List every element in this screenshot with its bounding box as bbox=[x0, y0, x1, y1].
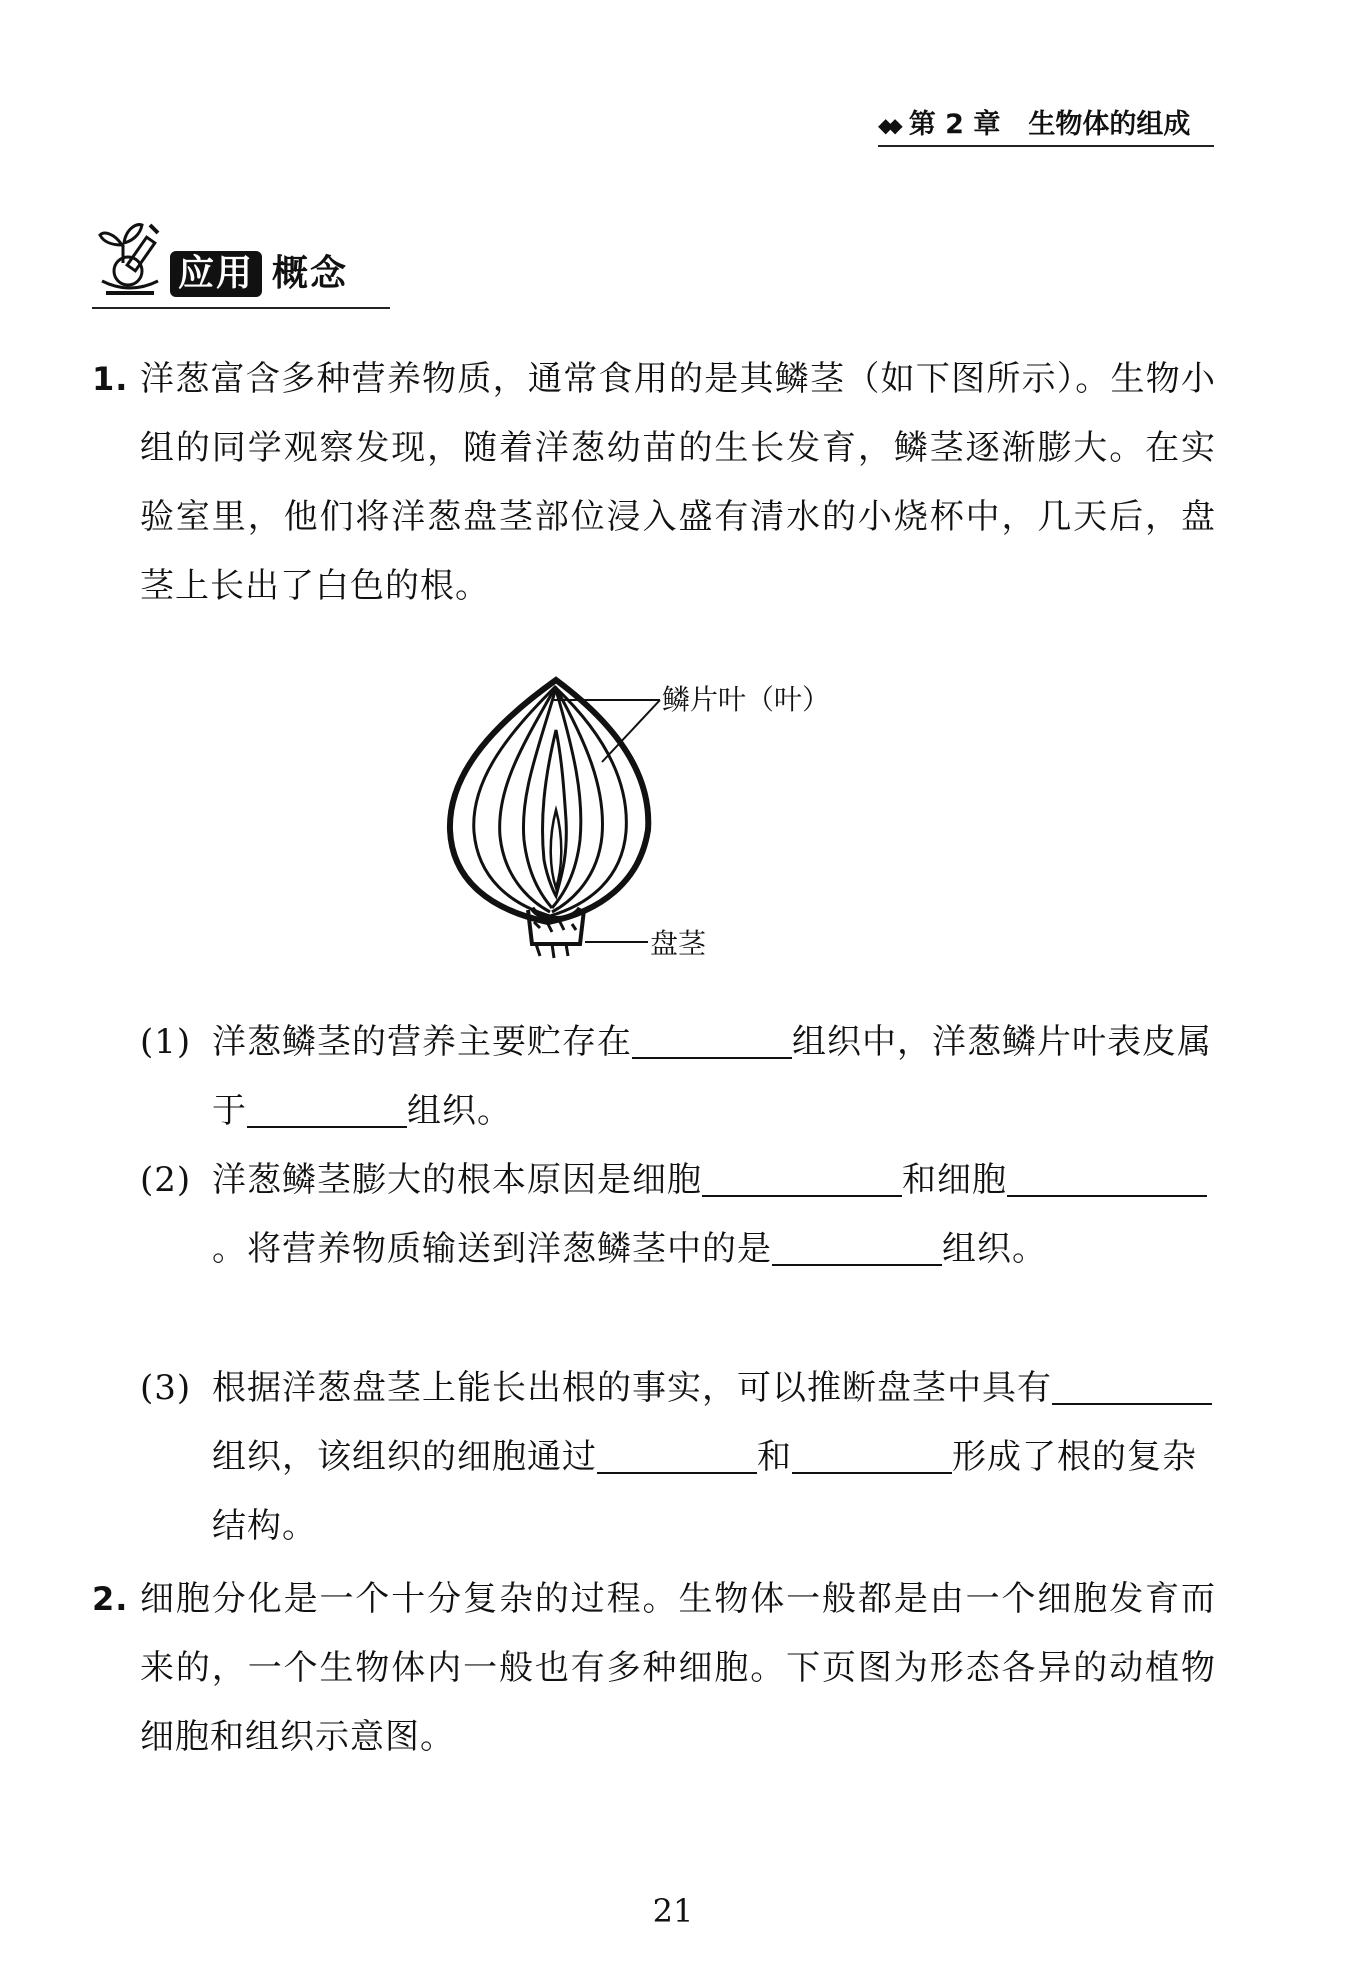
subquestion-1 bbox=[140, 1008, 1216, 1146]
answer-blank[interactable] bbox=[702, 1161, 902, 1197]
question-number: 1. bbox=[92, 360, 129, 398]
section-title: 概念 bbox=[272, 253, 349, 294]
diamond-icon: ◆◆ bbox=[878, 113, 897, 137]
sub3-text-2: 组织，该组织的细胞通过 bbox=[212, 1437, 597, 1477]
question-2 bbox=[92, 1565, 1216, 1772]
sub2-text-3: 。将营养物质输送到洋葱鳞茎中的是 bbox=[212, 1229, 772, 1269]
answer-blank[interactable] bbox=[597, 1438, 757, 1474]
subquestion-label: (3) bbox=[140, 1368, 192, 1408]
sub3-text-3: 和 bbox=[757, 1437, 792, 1477]
answer-blank[interactable] bbox=[1007, 1161, 1207, 1197]
sub2-text-1: 洋葱鳞茎膨大的根本原因是细胞 bbox=[212, 1160, 702, 1200]
question-1 bbox=[92, 345, 1216, 621]
subquestion-label: (2) bbox=[140, 1160, 192, 1200]
subquestion-3 bbox=[140, 1354, 1216, 1561]
sub2-text-2: 和细胞 bbox=[902, 1160, 1007, 1200]
question-number: 2. bbox=[92, 1580, 129, 1618]
answer-blank[interactable] bbox=[1052, 1369, 1212, 1405]
chapter-number: 第 2 章 bbox=[908, 109, 1001, 140]
onion-bulb-figure bbox=[440, 660, 900, 980]
sub1-text-3: 组织。 bbox=[407, 1091, 512, 1131]
section-badge: 应用 bbox=[170, 251, 262, 297]
page-number: 21 bbox=[652, 1892, 694, 1930]
answer-blank[interactable] bbox=[247, 1092, 407, 1128]
sub1-text-1: 洋葱鳞茎的营养主要贮存在 bbox=[212, 1022, 632, 1062]
chapter-title: 生物体的组成 bbox=[1028, 109, 1191, 140]
sub3-text-1: 根据洋葱盘茎上能长出根的事实，可以推断盘茎中具有 bbox=[212, 1368, 1052, 1408]
subquestion-label: (1) bbox=[140, 1022, 192, 1062]
chapter-header bbox=[878, 105, 1214, 147]
label-disc-stem: 盘茎 bbox=[650, 927, 707, 960]
label-scale-leaf: 鳞片叶（叶） bbox=[662, 683, 831, 716]
question-text: 洋葱富含多种营养物质，通常食用的是其鳞茎（如下图所示）。生物小组的同学观察发现，随着洋葱幼苗的生长发育，鳞茎逐渐膨大。在实验室里，他们将洋葱盘茎部位浸入盛有清水的小烧杯中，几天后，盘茎上长出了白色的根。 bbox=[140, 359, 1216, 606]
sub3-text-4: 形成了根的复杂结构。 bbox=[212, 1437, 1197, 1546]
answer-blank[interactable] bbox=[792, 1438, 952, 1474]
sub2-text-4: 组织。 bbox=[942, 1229, 1047, 1269]
subquestion-2 bbox=[140, 1146, 1216, 1284]
sub1-text-2: 组织中，洋葱鳞片叶表皮属于 bbox=[212, 1022, 1212, 1131]
answer-blank[interactable] bbox=[772, 1230, 942, 1266]
answer-blank[interactable] bbox=[632, 1023, 792, 1059]
question-text: 细胞分化是一个十分复杂的过程。生物体一般都是由一个细胞发育而来的，一个生物体内一般也有多种细胞。下页图为形态各异的动植物细胞和组织示意图。 bbox=[140, 1579, 1216, 1757]
microscope-plant-icon bbox=[92, 215, 172, 299]
section-heading bbox=[92, 215, 390, 309]
